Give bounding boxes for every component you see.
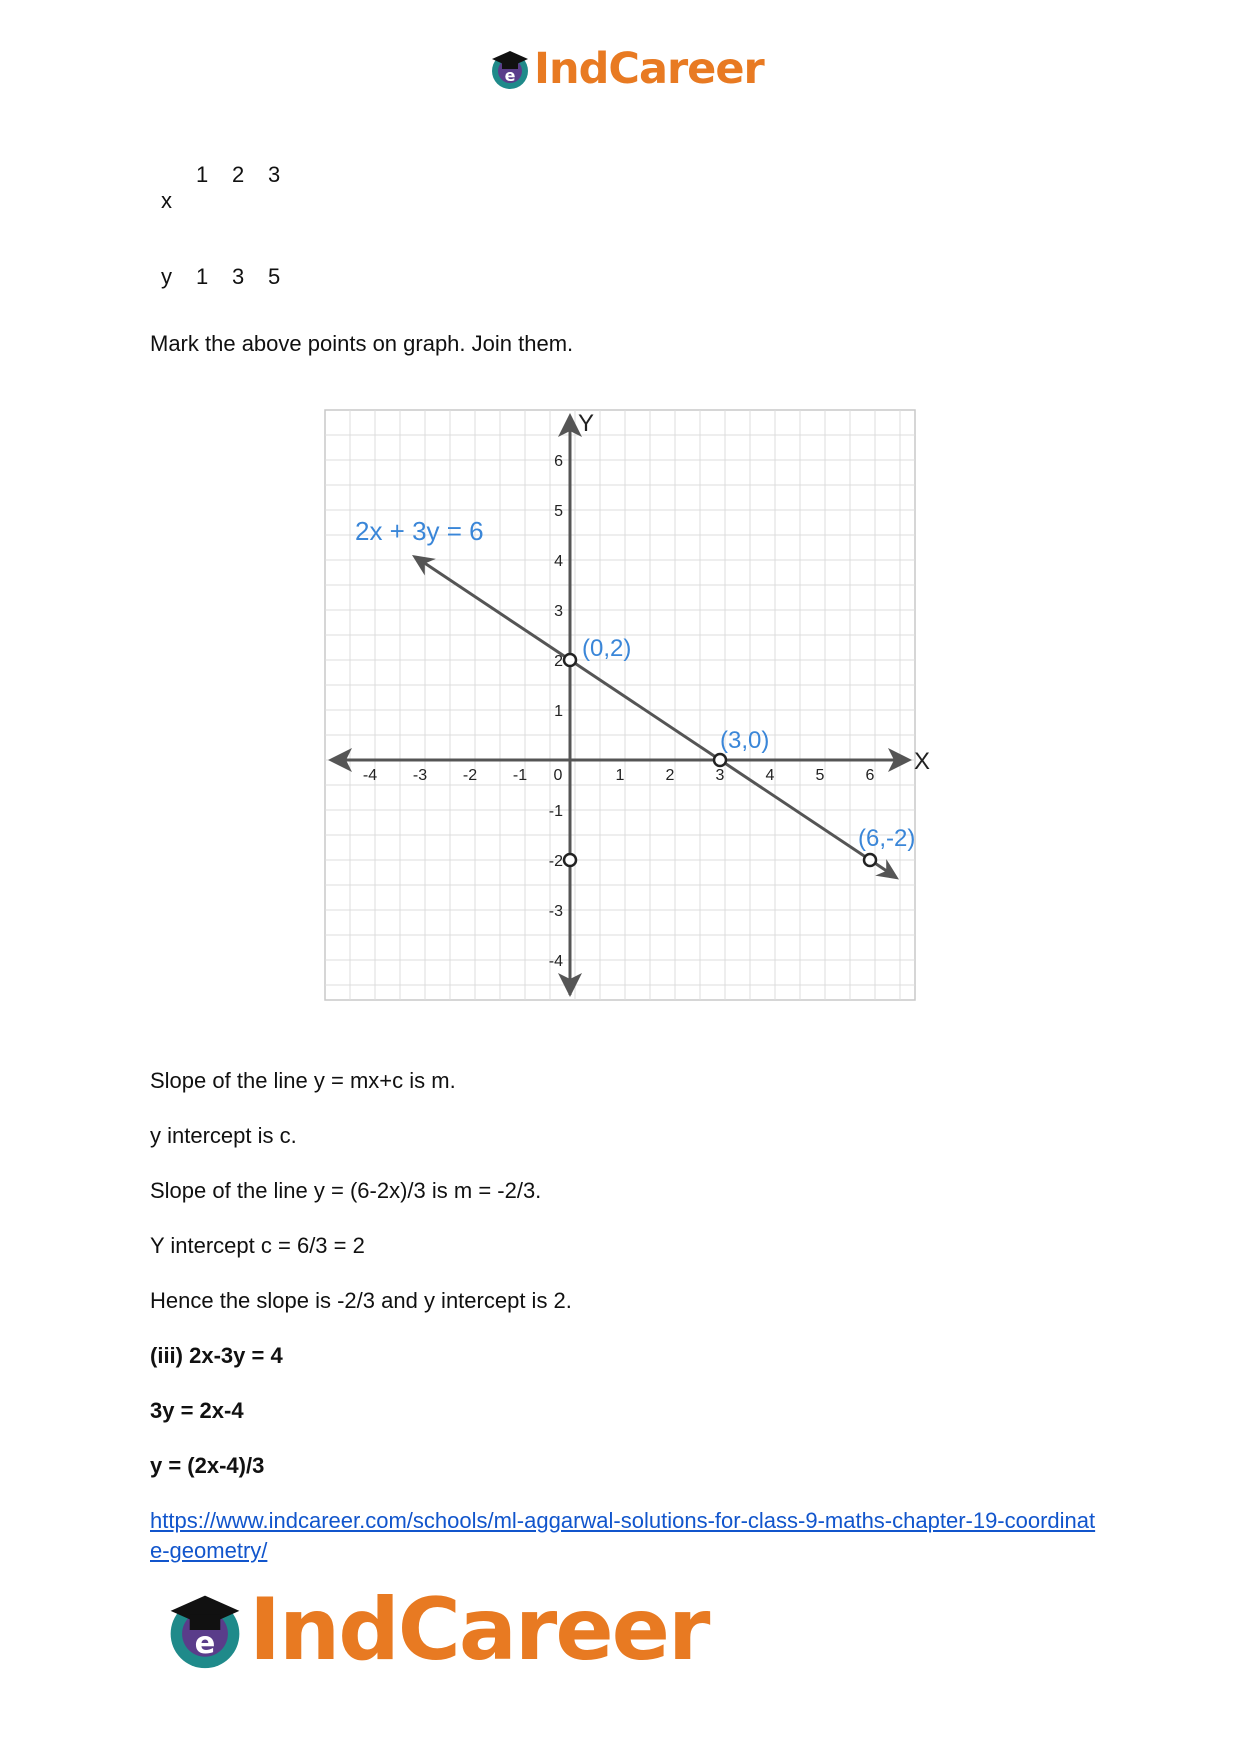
y-tick-label: 2 (554, 653, 563, 670)
graduation-cap-icon (163, 1588, 247, 1672)
x-tick-label: 3 (715, 767, 725, 784)
y-tick-label: 1 (554, 703, 563, 720)
y-tick-label: -4 (548, 953, 563, 970)
svg-text:e: e (504, 66, 516, 85)
y-axis-label: Y (578, 410, 595, 437)
x-tick-label: 2 (665, 767, 675, 784)
table-x-value: 2 (232, 162, 245, 187)
table-y-value: 1 (196, 264, 209, 289)
svg-text:e: e (194, 1625, 216, 1661)
line-label: 2x + 3y = 6 (355, 516, 484, 546)
text-line-bold: 3y = 2x-4 (150, 1398, 244, 1423)
indcareer-logo-top (488, 44, 764, 94)
x-tick-label: -4 (362, 767, 378, 784)
table-x-value: 3 (268, 162, 281, 187)
point-label: (6,-2) (858, 825, 916, 852)
table-y-value: 3 (232, 264, 245, 289)
y-tick-label: 5 (554, 503, 563, 520)
text-line-bold: y = (2x-4)/3 (150, 1453, 265, 1478)
x-axis-label: X (914, 748, 931, 775)
point-label: (3,0) (720, 727, 770, 754)
x-tick-label: 1 (615, 767, 625, 784)
table-y-label: y (161, 264, 172, 289)
y-tick-label: 6 (554, 453, 563, 470)
x-tick-label: 6 (865, 767, 875, 784)
text-line-bold: (iii) 2x-3y = 4 (150, 1343, 283, 1368)
text-line: y intercept is c. (150, 1123, 297, 1148)
graduation-cap-icon (488, 47, 532, 91)
point-marker (564, 854, 576, 866)
y-tick-label: -2 (548, 853, 563, 870)
text-line: Hence the slope is -2/3 and y intercept is 2. (150, 1288, 572, 1313)
table-x-value: 1 (196, 162, 209, 187)
text-line: Slope of the line y = mx+c is m. (150, 1068, 456, 1093)
table-y-value: 5 (268, 264, 281, 289)
x-tick-label: 5 (815, 767, 825, 784)
y-tick-label: -3 (548, 903, 563, 920)
x-tick-label: 0 (553, 767, 563, 784)
instruction-text: Mark the above points on graph. Join them. (150, 331, 574, 356)
grid (325, 410, 915, 1000)
text-line: Y intercept c = 6/3 = 2 (150, 1233, 365, 1258)
grid-frame (325, 410, 915, 1000)
point-label: (0,2) (582, 635, 632, 662)
point-marker (564, 654, 576, 666)
source-link[interactable]: https://www.indcareer.com/schools/ml-aggarwal-solutions-for-class-9-maths-chapter-19-coordinate-geometry/ (150, 1508, 1096, 1563)
x-tick-label: -3 (412, 767, 428, 784)
point-marker (864, 854, 876, 866)
y-tick-label: 4 (554, 553, 563, 570)
point-marker (714, 754, 726, 766)
text-line: Slope of the line y = (6-2x)/3 is m = -2/3. (150, 1178, 542, 1203)
x-tick-label: -1 (512, 767, 528, 784)
y-tick-label: 3 (554, 603, 563, 620)
indcareer-logo-bottom (163, 1580, 708, 1680)
x-tick-label: 4 (765, 767, 775, 784)
table-x-label: x (161, 188, 172, 213)
y-tick-label: -1 (548, 803, 563, 820)
logo-text: IndCareer (534, 44, 764, 94)
coordinate-graph (320, 405, 931, 1005)
x-tick-label: -2 (462, 767, 478, 784)
logo-text: IndCareer (249, 1580, 709, 1680)
